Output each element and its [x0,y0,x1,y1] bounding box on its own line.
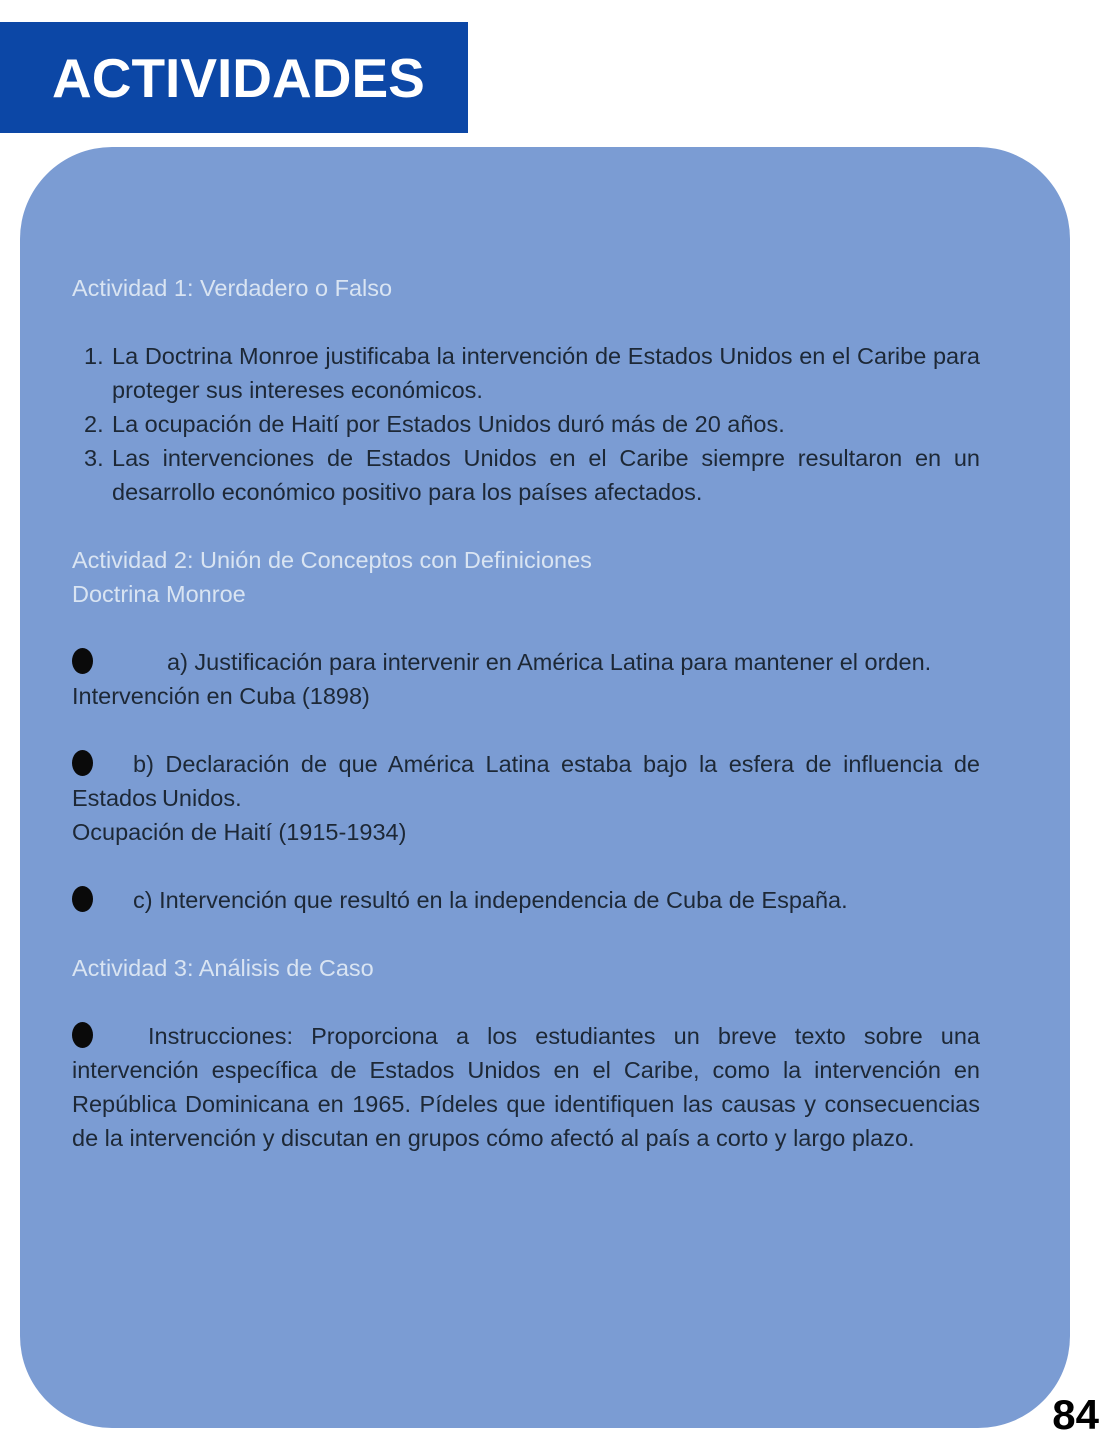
list-item: Las intervenciones de Estados Unidos en el Caribe siempre resultaron en un desarrollo económico positivo para los países afectados. [112,445,980,505]
option-text: a) Justificación para intervenir en América Latina para mantener el orden. [167,649,932,675]
header-banner [0,22,468,133]
activity2-subheading: Doctrina Monroe [72,581,246,607]
bullet-icon [72,886,93,912]
case-analysis-instructions [72,1019,980,1155]
activity2-section [72,543,980,917]
list-item: La Doctrina Monroe justificaba la intervención de Estados Unidos en el Caribe para proteger sus intereses económicos. [112,343,980,403]
tab-spacer [93,771,133,772]
bullet-icon [72,750,93,776]
matching-option-a [72,645,980,679]
activity1-section [72,271,980,509]
activity3-heading: Actividad 3: Análisis de Caso [72,955,374,981]
option-text: b) Declaración de que América Latina estaba bajo la esfera de influencia de Estados Unidos. [72,751,980,811]
concept-label: Ocupación de Haití (1915-1934) [72,819,407,845]
page-number: 84 [1052,1391,1099,1438]
concept-label: Intervención en Cuba (1898) [72,683,370,709]
true-false-list [72,339,980,509]
tab-spacer [93,1043,148,1044]
activity2-heading: Actividad 2: Unión de Conceptos con Definiciones [72,547,592,573]
bullet-icon [72,648,93,674]
content-panel [20,147,1070,1428]
matching-option-b [72,747,980,815]
activity3-section [72,951,980,1155]
option-text: c) Intervención que resultó en la independencia de Cuba de España. [133,887,848,913]
tab-spacer [93,669,167,670]
list-item: La ocupación de Haití por Estados Unidos duró más de 20 años. [112,411,785,437]
tab-spacer [93,907,133,908]
bullet-icon [72,1022,93,1048]
page-title: ACTIVIDADES [52,46,425,109]
instructions-text: Instrucciones: Proporciona a los estudiantes un breve texto sobre una intervención específica de Estados Unidos en el Caribe, como la intervención en República Dominicana en 1965. Pídeles que identifiquen las causas y consecuencias de la intervención y discutan en grupos cómo afectó al país a corto y largo plazo. [72,1023,980,1151]
matching-option-c [72,883,980,917]
activity1-heading: Actividad 1: Verdadero o Falso [72,275,393,301]
